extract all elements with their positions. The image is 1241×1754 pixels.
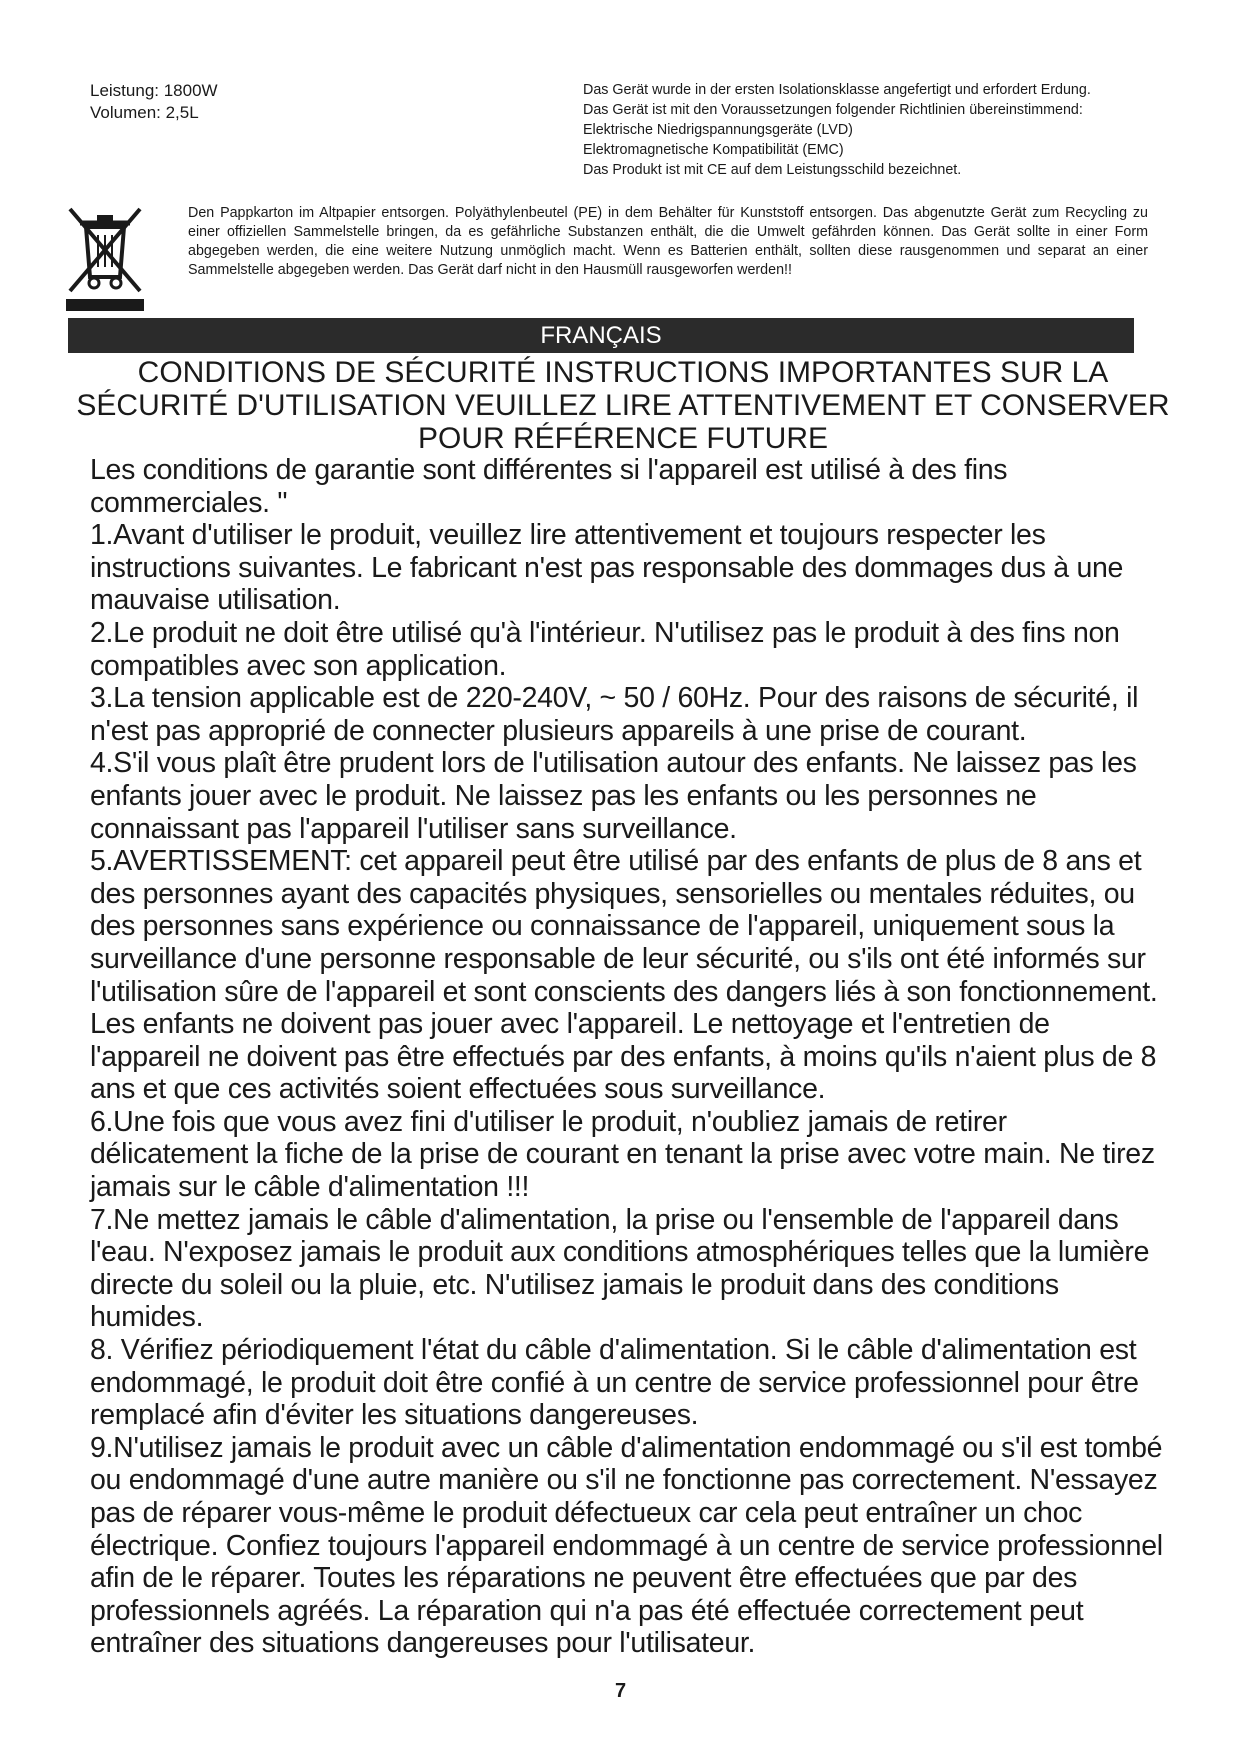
instruction-item: 2.Le produit ne doit être utilisé qu'à l'intérieur. N'utilisez pas le produit à des fins non compatibles avec son application. [90,616,1120,682]
instruction-item: 7.Ne mettez jamais le câble d'alimentation, la prise ou l'ensemble de l'appareil dans l'eau. N'exposez jamais le produit aux conditions atmosphériques telles que la lumière directe du soleil ou la pluie, etc. N'utilisez jamais le produit dans des conditions humides. [90,1203,1150,1334]
instruction-item: 6.Une fois que vous avez fini d'utiliser le produit, n'oubliez jamais de retirer délicatement la fiche de la prise de courant en tenant la prise avec votre main. Ne tirez jamais sur le câble d'alimentation !!! [90,1105,1155,1204]
compliance-line: Das Gerät wurde in der ersten Isolationsklasse angefertigt und erfordert Erdung. [583,82,1091,98]
instruction-item: 8. Vérifiez périodiquement l'état du câble d'alimentation. Si le câble d'alimentation est endommagé, le produit doit être confié à un centre de service professionnel pour être remplacé afin d'éviter les situations dangereuses. [90,1334,1139,1432]
spec-block [90,80,218,124]
warranty-intro: Les conditions de garantie sont différentes si l'appareil est utilisé à des fins commerciales. " [90,454,1008,519]
compliance-line: Das Produkt ist mit CE auf dem Leistungsschild bezeichnet. [583,162,962,178]
volume-rating: Volumen: 2,5L [90,103,199,122]
power-rating: Leistung: 1800W [90,81,218,100]
disposal-notice: Den Pappkarton im Altpapier entsorgen. Polyäthylenbeutel (PE) in dem Behälter für Kunststoff entsorgen. Das abgenutzte Gerät zum Recycling zu einer offiziellen Sammelstelle bringen, da es gefährliche Substanzen enthält, die die Umwelt gefährden können. Das Gerät sollte in einer Form abgegeben werden, die eine weitere Nutzung unmöglich macht. Wenn es Batterien enthält, sollten diese rausgenommen und separat an einer Sammelstelle abgegeben werden. Das Gerät darf nicht in den Hausmüll rausgeworfen werden!! [188,205,1148,278]
compliance-line: Elektromagnetische Kompatibilität (EMC) [583,142,844,158]
safety-instructions [90,454,1165,1660]
compliance-line: Elektrische Niedrigspannungsgeräte (LVD) [583,122,853,138]
compliance-block [583,80,1183,180]
safety-heading: CONDITIONS DE SÉCURITÉ INSTRUCTIONS IMPORTANTES SUR LA SÉCURITÉ D'UTILISATION VEUILLEZ LIRE ATTENTIVEMENT ET CONSERVER POUR RÉFÉRENCE FUTURE [76,356,1170,455]
language-section-bar: FRANÇAIS [68,318,1134,353]
instruction-item: 3.La tension applicable est de 220-240V, ~ 50 / 60Hz. Pour des raisons de sécurité, il n'est pas approprié de connecter plusieurs appareils à une prise de courant. [90,682,1139,747]
instruction-item: 1.Avant d'utiliser le produit, veuillez lire attentivement et toujours respecter les instructions suivantes. Le fabricant n'est pas responsable des dommages dus à une mauvaise utilisation. [90,519,1124,617]
instruction-item: 5.AVERTISSEMENT: cet appareil peut être utilisé par des enfants de plus de 8 ans et des personnes ayant des capacités physiques, sensorielles ou mentales réduites, ou des personnes sans expérience ou connaissance de l'appareil, uniquement sous la surveillance d'une personne responsable de leur sécurité, ou s'ils ont été informés sur l'utilisation sûre de l'appareil et sont conscients des dangers liés à son fonctionnement. Les enfants ne doivent pas jouer avec l'appareil. Le nettoyage et l'entretien de l'appareil ne doivent pas être effectués par des enfants, à moins qu'ils n'aient plus de 8 ans et que ces activités soient effectuées sous surveillance. [90,845,1158,1106]
instruction-item: 4.S'il vous plaît être prudent lors de l'utilisation autour des enfants. Ne laissez pas les enfants jouer avec le produit. Ne laissez pas les enfants ou les personnes ne connaissant pas l'appareil l'utiliser sans surveillance. [90,747,1137,845]
instruction-item: 9.N'utilisez jamais le produit avec un câble d'alimentation endommagé ou s'il est tombé ou endommagé d'une autre manière ou s'il ne fonctionne pas correctement. N'essayez pas de réparer vous-même le produit défectueux car cela peut entraîner un choc électrique. Confiez toujours l'appareil endommagé à un centre de service professionnel afin de le réparer. Toutes les réparations ne peuvent être effectuées que par des professionnels agréés. La réparation qui n'a pas été effectuée correctement peut entraîner des situations dangereuses pour l'utilisateur. [90,1431,1163,1660]
crossed-out-wheelie-bin-icon [64,205,146,311]
page-number: 7 [614,1680,627,1702]
compliance-line: Das Gerät ist mit den Voraussetzungen folgender Richtlinien übereinstimmend: [583,102,1083,118]
